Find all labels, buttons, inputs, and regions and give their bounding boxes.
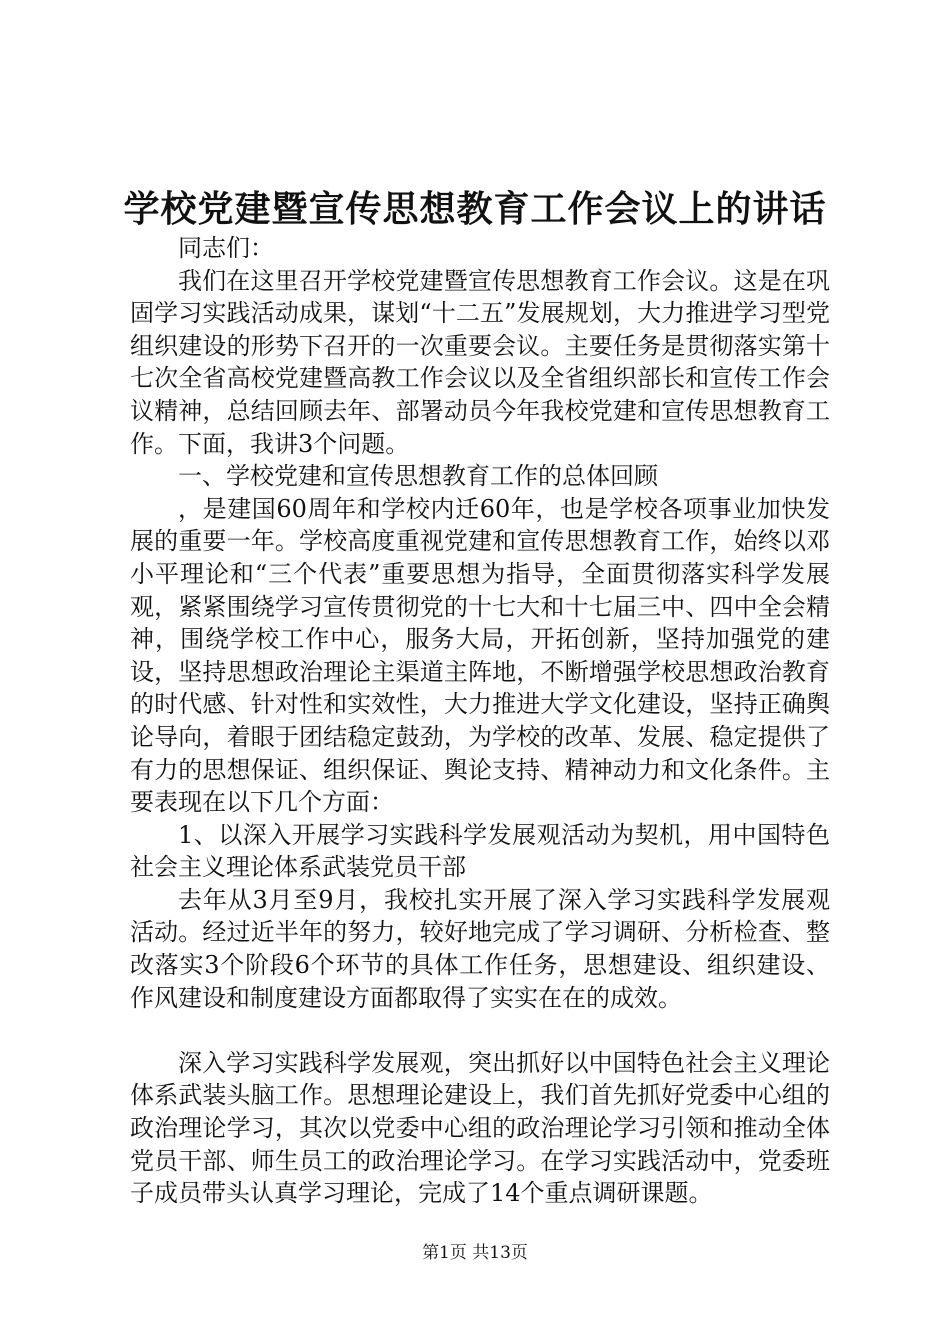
paragraph-intro: 我们在这里召开学校党建暨宣传思想教育工作会议。这是在巩固学习实践活动成果，谋划“十二五”发展规划，大力推进学习型党组织建设的形势下召开的一次重要会议。主要任务是贯彻落实第十七次全省高校党建暨高教工作会议以及全省组织部长和宣传工作会议精神，总结回顾去年、部署动员今年我校党建和宣传思想教育工作。下面，我讲3个问题。 (130, 266, 830, 458)
salutation: 同志们： (178, 234, 274, 262)
document-body (130, 232, 830, 1210)
paragraph-activity: 去年从3月至9月，我校扎实开展了深入学习实践科学发展观活动。经过近半年的努力，较好地完成了学习调研、分析检查、整改落实3个阶段6个环节的具体工作任务，思想建设、组织建设、作风建设和制度建设方面都取得了实实在在的成效。 (130, 885, 830, 1012)
page-number-footer: 第1页 共13页 (422, 1243, 528, 1263)
paragraph-review: ，是建国60周年和学校内迁60年，也是学校各项事业加快发展的重要一年。学校高度重视党建和宣传思想教育工作，始终以邓小平理论和“三个代表”重要思想为指导，全面贯彻落实科学发展观，紧紧围绕学习宣传贯彻党的十七大和十七届三中、四中全会精神，围绕学校工作中心，服务大局，开拓创新，坚持加强党的建设，坚持思想政治理论主渠道主阵地，不断增强学校思想政治教育的时代感、针对性和实效性，大力推进大学文化建设，坚持正确舆论导向，着眼于团结稳定鼓劲，为学校的改革、发展、稳定提供了有力的思想保证、组织保证、舆论支持、精神动力和文化条件。主要表现在以下几个方面： (130, 494, 830, 817)
section-heading: 一、学校党建和宣传思想教育工作的总体回顾 (178, 462, 658, 491)
subsection-heading: 1、以深入开展学习实践科学发展观活动为契机，用中国特色社会主义理论体系武装党员干部 (130, 820, 830, 882)
document-title: 学校党建暨宣传思想教育工作会议上的讲话 (123, 188, 827, 230)
paragraph-theory: 深入学习实践科学发展观，突出抓好以中国特色社会主义理论体系武装头脑工作。思想理论建设上，我们首先抓好党委中心组的政治理论学习，其次以党委中心组的政治理论学习引领和推动全体党员干部、师生员工的政治理论学习。在学习实践活动中，党委班子成员带头认真学习理论，完成了14个重点调研课题。 (130, 1048, 830, 1208)
